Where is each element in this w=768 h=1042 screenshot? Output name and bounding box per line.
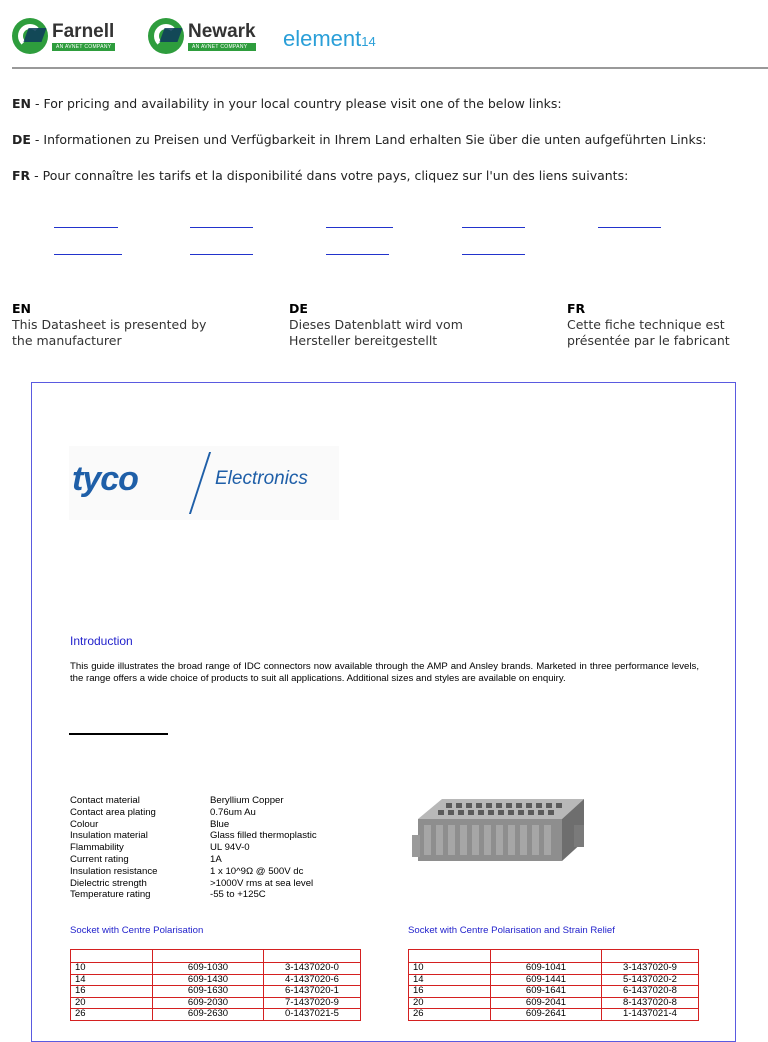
part-table-left <box>70 949 361 1021</box>
tyco-slash <box>189 452 211 514</box>
element14-logo[interactable] <box>283 26 376 52</box>
spec-value: Beryllium Copper <box>210 795 284 806</box>
lang-text-fr: - Pour connaître les tarifs et la disponibilité dans votre pays, cliquez sur l'un des liens suivants: <box>30 168 629 183</box>
col-line1-fr: Cette fiche technique est <box>567 317 725 332</box>
newark-sub: AN AVNET COMPANY <box>188 43 256 51</box>
spec-row <box>70 819 317 831</box>
col-line2-de: Hersteller bereitgestellt <box>289 333 438 348</box>
lang-code-fr: FR <box>12 168 31 183</box>
table-row: 14 609-1441 5-1437020-2 <box>409 974 699 986</box>
spec-row <box>70 842 317 854</box>
spec-label: Current rating <box>70 853 129 865</box>
spec-label: Colour <box>70 818 99 830</box>
spec-value: UL 94V-0 <box>210 842 250 854</box>
spec-row <box>70 866 317 878</box>
element14-suffix: 14 <box>361 34 376 49</box>
tyco-electronics: Electronics <box>215 468 308 489</box>
table-row: 20 609-2041 8-1437020-8 <box>409 997 699 1009</box>
col-line1-de: Dieses Datenblatt wird vom <box>289 317 463 332</box>
newark-logo[interactable] <box>148 18 256 54</box>
col-line1-en: This Datasheet is presented by <box>12 317 207 332</box>
country-link[interactable] <box>326 227 393 228</box>
col-line2-fr: présentée par le fabricant <box>567 333 730 348</box>
spec-value: 0.76um Au <box>210 806 256 818</box>
table-row: 26 609-2630 0-1437021-5 <box>71 1009 361 1021</box>
header-divider <box>12 67 768 69</box>
table-header-row <box>409 950 699 963</box>
country-link[interactable] <box>598 227 661 228</box>
country-link[interactable] <box>462 254 525 255</box>
lang-code-de: DE <box>12 132 31 147</box>
tyco-logo <box>69 446 339 520</box>
col-heading-fr: FR <box>567 301 586 316</box>
table-header-row <box>71 950 361 963</box>
table-row: 14 609-1430 4-1437020-6 <box>71 974 361 986</box>
spec-row <box>70 795 317 807</box>
country-link[interactable] <box>326 254 389 255</box>
lang-line-en <box>12 96 562 111</box>
spec-row <box>70 889 317 901</box>
part-table-right <box>408 949 699 1021</box>
country-link[interactable] <box>190 254 253 255</box>
col-text-de <box>289 317 463 349</box>
country-link[interactable] <box>462 227 525 228</box>
intro-body: This guide illustrates the broad range of IDC connectors now available through the AMP and Ansley brands. Marketed in three performance levels, the range offers a wide choice of products to suit all applications. Additional sizes and styles are available on enquiry. <box>70 661 699 684</box>
country-link[interactable] <box>190 227 253 228</box>
spec-row <box>70 878 317 890</box>
spec-value: -55 to +125C <box>210 889 266 901</box>
lang-code-en: EN <box>12 96 32 111</box>
spec-label: Flammability <box>70 842 124 854</box>
spec-row <box>70 854 317 866</box>
spec-label: Temperature rating <box>70 889 151 901</box>
table-row: 10 609-1041 3-1437020-9 <box>409 963 699 975</box>
spec-value: 1A <box>210 853 222 865</box>
spec-value: 1 x 10^9Ω @ 500V dc <box>210 865 304 877</box>
farnell-name: Farnell <box>52 20 115 42</box>
section-rule <box>69 733 168 735</box>
spec-value: >1000V rms at sea level <box>210 877 314 889</box>
spec-value: Glass filled thermoplastic <box>210 830 317 842</box>
table-row: 20 609-2030 7-1437020-9 <box>71 997 361 1009</box>
spec-label: Insulation resistance <box>70 865 158 877</box>
newark-mark-icon <box>148 18 184 54</box>
col-text-en <box>12 317 206 349</box>
table-row: 16 609-1641 6-1437020-8 <box>409 986 699 998</box>
spec-row <box>70 830 317 842</box>
tyco-wordmark: tyco <box>72 460 138 498</box>
col-heading-de: DE <box>289 301 308 316</box>
spec-list <box>70 795 317 901</box>
intro-heading: Introduction <box>70 634 133 648</box>
col-line2-en: the manufacturer <box>12 333 122 348</box>
idc-connector-image <box>412 795 584 871</box>
country-link[interactable] <box>54 254 122 255</box>
spec-label: Dielectric strength <box>70 877 147 889</box>
farnell-logo[interactable] <box>12 18 115 54</box>
element14-main: element <box>283 26 362 51</box>
table-row: 26 609-2641 1-1437021-4 <box>409 1009 699 1021</box>
table-title-left: Socket with Centre Polarisation <box>70 925 204 936</box>
farnell-sub: AN AVNET COMPANY <box>52 43 115 51</box>
spec-row <box>70 807 317 819</box>
spec-label: Contact area plating <box>70 806 156 818</box>
spec-value: Blue <box>210 818 230 830</box>
lang-line-de <box>12 132 706 147</box>
col-text-fr <box>567 317 730 349</box>
table-row: 10 609-1030 3-1437020-0 <box>71 963 361 975</box>
table-row: 16 609-1630 6-1437020-1 <box>71 986 361 998</box>
spec-label: Contact material <box>70 795 140 806</box>
spec-label: Insulation material <box>70 830 148 842</box>
newark-name: Newark <box>188 20 256 42</box>
country-link[interactable] <box>54 227 118 228</box>
table-title-right: Socket with Centre Polarisation and Strain Relief <box>408 925 615 936</box>
col-heading-en: EN <box>12 301 32 316</box>
lang-text-en: - For pricing and availability in your local country please visit one of the below links: <box>31 96 562 111</box>
lang-text-de: - Informationen zu Preisen und Verfügbarkeit in Ihrem Land erhalten Sie über die unten aufgeführten Links: <box>30 132 707 147</box>
farnell-mark-icon <box>12 18 48 54</box>
lang-line-fr <box>12 168 628 183</box>
